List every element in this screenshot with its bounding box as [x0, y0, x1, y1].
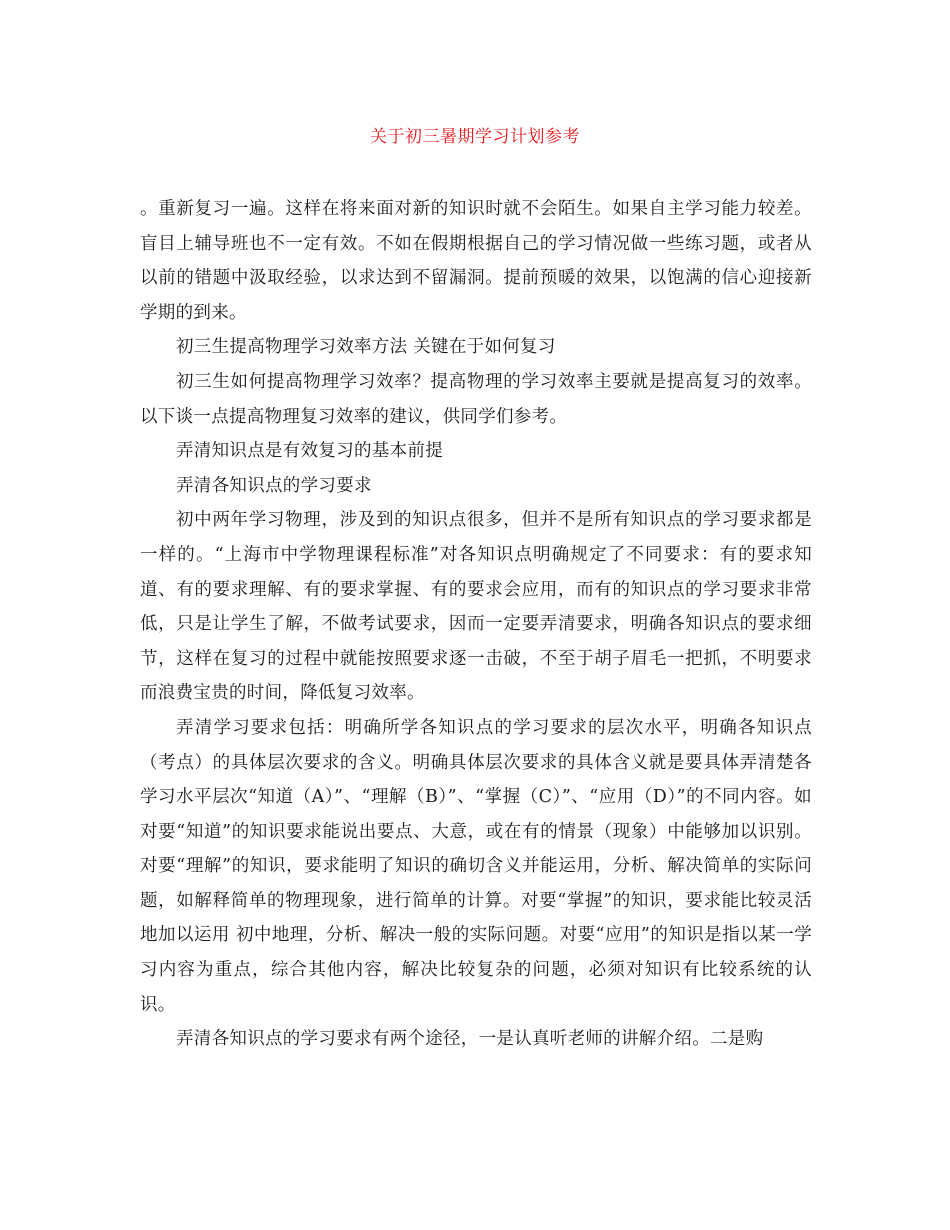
- paragraph: 弄清各知识点的学习要求有两个途径，一是认真听老师的讲解介绍。二是购: [176, 1029, 764, 1050]
- paragraph: 初三生如何提高物理学习效率？提高物理的学习效率主要就是提高复习的效率。以下谈一点提高物理复习效率的建议，供同学们参考。: [140, 371, 812, 427]
- paragraph: 初三生提高物理学习效率方法 关键在于如何复习: [176, 337, 556, 358]
- paragraph: 弄清知识点是有效复习的基本前提: [176, 441, 443, 462]
- document-title: 关于初三暑期学习计划参考: [370, 127, 580, 147]
- paragraph: 。重新复习一遍。这样在将来面对新的知识时就不会陌生。如果自主学习能力较差。盲目上辅导班也不一定有效。不如在假期根据自己的学习情况做一些练习题，或者从以前的错题中汲取经验，以求达到不留漏洞。提前预暖的效果，以饱满的信心迎接新学期的到来。: [140, 199, 812, 323]
- paragraph: 初中两年学习物理，涉及到的知识点很多，但并不是所有知识点的学习要求都是一样的。“上海市中学物理课程标准”对各知识点明确规定了不同要求：有的要求知道、有的要求理解、有的要求掌握、有的要求会应用，而有的知识点的学习要求非常低，只是让学生了解，不做考试要求，因而一定要弄清要求，明确各知识点的要求细节，这样在复习的过程中就能按照要求逐一击破，不至于胡子眉毛一把抓，不明要求而浪费宝贵的时间，降低复习效率。: [140, 510, 812, 704]
- document-body: [140, 192, 812, 1057]
- paragraph: 弄清各知识点的学习要求: [176, 475, 372, 496]
- paragraph: 弄清学习要求包括：明确所学各知识点的学习要求的层次水平，明确各知识点（考点）的具体层次要求的含义。明确具体层次要求的具体含义就是要具体弄清楚各学习水平层次“知道（A）”、“理解（B）”、“掌握（C）”、“应用（D）”的不同内容。如对要“知道”的知识要求能说出要点、大意，或在有的情景（现象）中能够加以识别。对要“理解”的知识，要求能明了知识的确切含义并能运用，分析、解决简单的实际问题，如解释简单的物理现象，进行简单的计算。对要“掌握”的知识，要求能比较灵活地加以运用 初中地理，分析、解决一般的实际问题。对要“应用”的知识是指以某一学习内容为重点，综合其他内容，解决比较复杂的问题，必须对知识有比较系统的认识。: [140, 717, 812, 1015]
